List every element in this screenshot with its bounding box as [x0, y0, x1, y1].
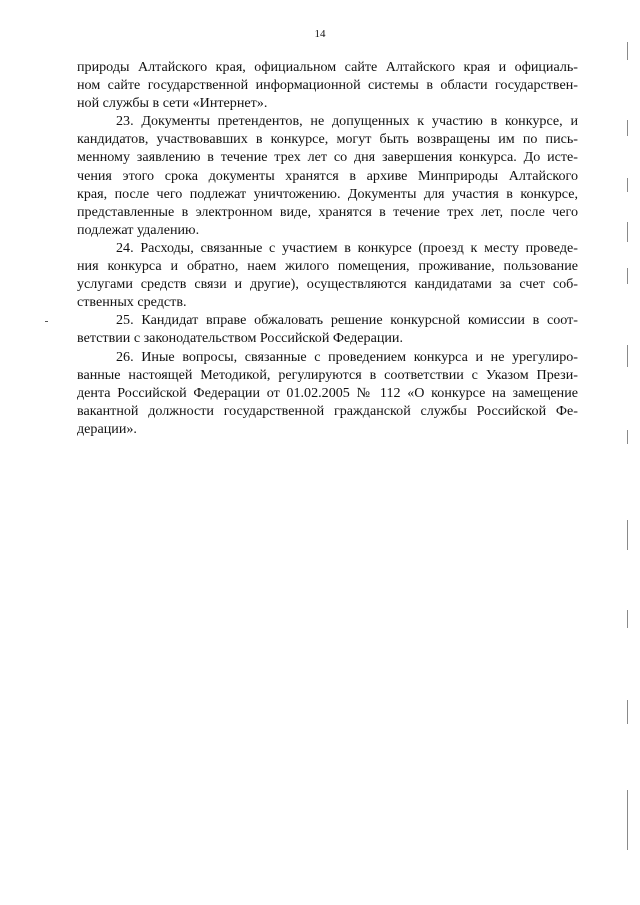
text-line: вакантной должности государственной гражданской службы Российской Фе-: [77, 402, 578, 419]
text-line: менному заявлению в течение трех лет со дня завершения конкурса. До исте-: [77, 149, 578, 166]
scan-edge-mark: [627, 120, 628, 136]
paragraph-23: [77, 112, 578, 239]
text-line: услугами средств связи и другие), осуществляются кандидатами за счет соб-: [77, 276, 578, 293]
paragraph-25: [77, 311, 578, 347]
text-line: 26. Иные вопросы, связанные с проведением конкурса и не урегулиро-: [116, 348, 578, 365]
text-line: представленные в электронном виде, хранятся в течение трех лет, после чего: [77, 203, 578, 220]
text-line: 23. Документы претендентов, не допущенных к участию в конкурсе, и: [116, 113, 578, 130]
text-line: кандидатов, участвовавших в конкурсе, могут быть возвращены им по пись-: [77, 131, 578, 148]
text-line: ном сайте государственной информационной системы в области государствен-: [77, 77, 578, 94]
scan-edge-mark: [627, 790, 628, 850]
text-line: чения этого срока документы хранятся в архиве Минприроды Алтайского: [77, 167, 578, 184]
text-line: 24. Расходы, связанные с участием в конкурсе (проезд к месту проведе-: [116, 239, 578, 256]
scan-dot-mark: [45, 321, 48, 322]
document-body: [77, 58, 578, 438]
paragraph-26: [77, 348, 578, 438]
text-line: подлежат удалению.: [77, 221, 200, 238]
page-number: 14: [314, 28, 326, 40]
scan-edge-mark: [627, 42, 628, 60]
text-line: ния конкурса и обратно, наем жилого помещения, проживание, пользование: [77, 258, 578, 275]
scan-edge-mark: [627, 430, 628, 444]
text-line: дента Российской Федерации от 01.02.2005 № 112 «О конкурсе на замещение: [77, 384, 578, 401]
text-line: дерации».: [77, 420, 137, 437]
text-line: ванные настоящей Методикой, регулируются в соответствии с Указом Прези-: [77, 366, 578, 383]
scan-edge-mark: [627, 268, 628, 284]
scan-edge-mark: [627, 610, 628, 628]
paragraph-24: [77, 239, 578, 311]
text-line: края, после чего подлежат уничтожению. Документы для участия в конкурсе,: [77, 185, 578, 202]
text-line: ветствии с законодательством Российской Федерации.: [77, 330, 403, 347]
paragraph-22-continuation: [77, 58, 578, 112]
scan-edge-mark: [627, 520, 628, 550]
scan-edge-mark: [627, 700, 628, 724]
text-line: природы Алтайского края, официальном сайте Алтайского края и официаль-: [77, 59, 578, 75]
scan-edge-mark: [627, 222, 628, 242]
scan-edge-mark: [627, 345, 628, 367]
text-line: ной службы в сети «Интернет».: [77, 95, 268, 112]
text-line: ственных средств.: [77, 294, 187, 311]
text-line: 25. Кандидат вправе обжаловать решение конкурсной комиссии в соот-: [116, 312, 578, 329]
scan-edge-mark: [627, 178, 628, 192]
